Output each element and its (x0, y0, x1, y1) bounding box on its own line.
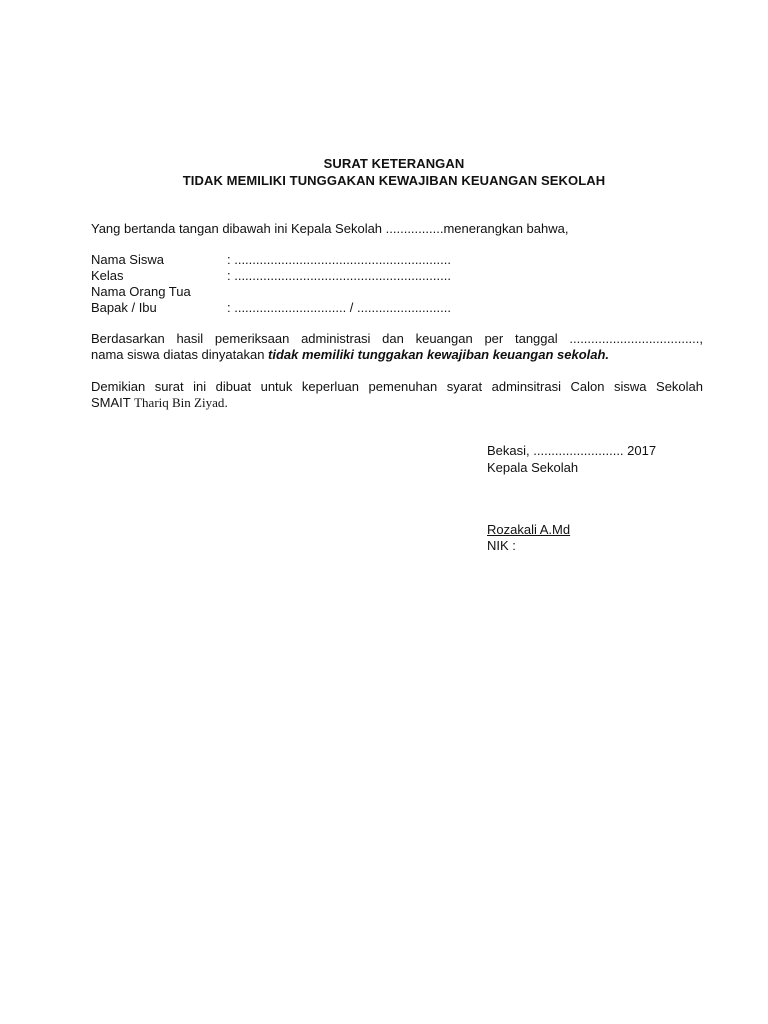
signature-position: Kepala Sekolah (487, 460, 579, 475)
examination-text: nama siswa diatas dinyatakan (91, 347, 269, 362)
closing-paragraph (91, 379, 703, 411)
school-name: Thariq Bin Ziyad (134, 395, 225, 410)
field-label: Nama Orang Tua (91, 284, 191, 299)
signatory-nik: NIK : (487, 538, 516, 553)
examination-line-1: Berdasarkan hasil pemeriksaan administrasi dan keuangan per tanggal ...................................., (91, 331, 703, 346)
document-subtitle: TIDAK MEMILIKI TUNGGAKAN KEWAJIBAN KEUANGAN SEKOLAH (182, 173, 606, 188)
field-value: : ............................................................ (227, 252, 451, 267)
no-arrears-statement: tidak memiliki tunggakan kewajiban keuangan sekolah. (268, 347, 610, 362)
examination-line-2 (91, 347, 703, 363)
document-title: SURAT KETERANGAN (323, 156, 465, 171)
field-label: Nama Siswa (91, 252, 164, 267)
field-label: Kelas (91, 268, 124, 283)
signature-place-date: Bekasi, ......................... 2017 (487, 443, 657, 458)
field-value: : ............................... / .......................... (227, 300, 451, 315)
closing-line-1: Demikian surat ini dibuat untuk keperluan pemenuhan syarat adminsitrasi Calon siswa Sekolah (91, 379, 703, 394)
closing-line-2 (91, 395, 703, 411)
intro-statement: Yang bertanda tangan dibawah ini Kepala Sekolah ................menerangkan bahwa, (91, 221, 569, 236)
field-label: Bapak / Ibu (91, 300, 157, 315)
signatory-name: Rozakali A.Md (487, 522, 571, 537)
school-prefix: SMAIT (91, 395, 135, 410)
closing-period: . (224, 395, 228, 410)
field-value: : ............................................................ (227, 268, 451, 283)
examination-paragraph (91, 331, 703, 363)
